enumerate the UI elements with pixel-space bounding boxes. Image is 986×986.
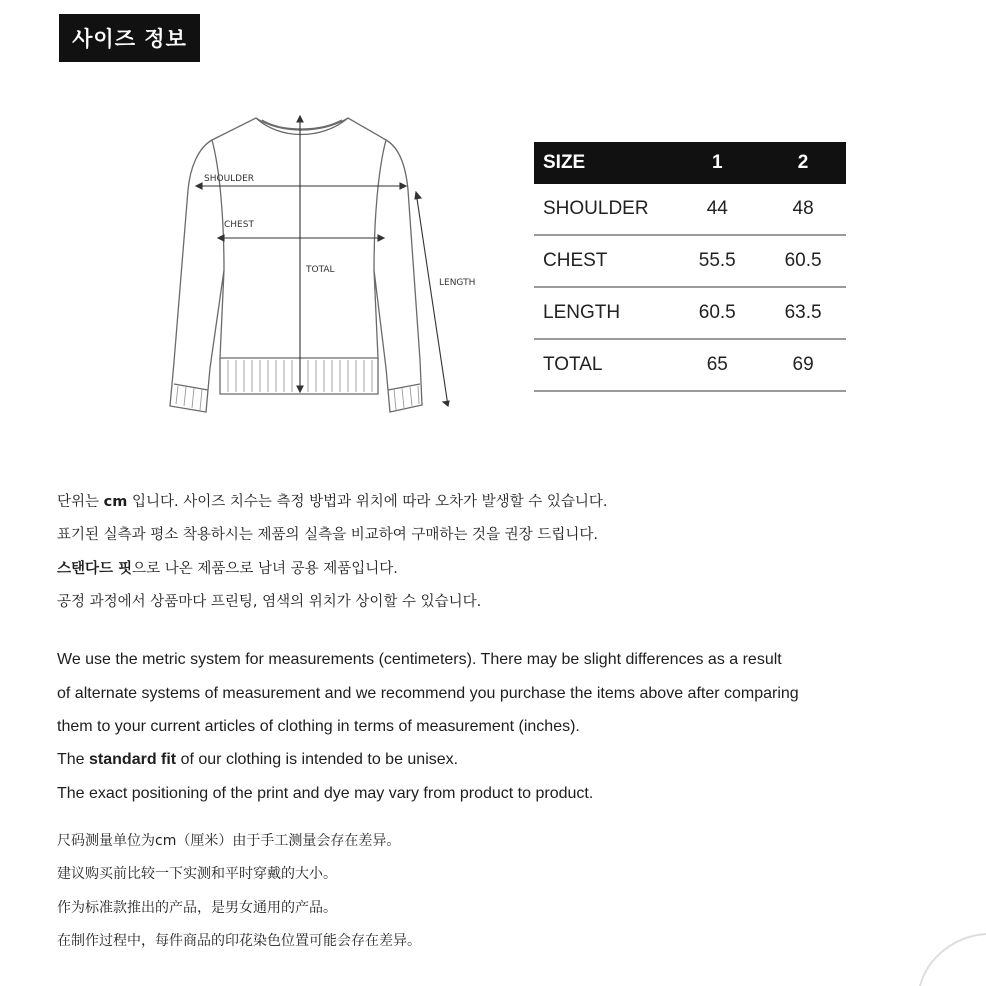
row-label: CHEST <box>534 235 674 287</box>
table-row <box>534 339 846 391</box>
page-title: 사이즈 정보 <box>59 14 200 62</box>
note-line: of alternate systems of measurement and we recommend you purchase the items above after comparing <box>57 684 799 702</box>
note-line: 단위는 cm 입니다. 사이즈 치수는 측정 방법과 위치에 따라 오차가 발생할 수 있습니다. <box>57 494 608 510</box>
size-table <box>534 142 846 392</box>
size-header-2: 2 <box>760 142 846 184</box>
note-line: them to your current articles of clothing in terms of measurement (inches). <box>57 717 580 735</box>
note-line: 尺码测量单位为cm（厘米）由于手工测量会存在差异。 <box>57 833 401 850</box>
row-value: 48 <box>760 184 846 235</box>
english-notes <box>57 643 957 810</box>
note-line: 공정 과정에서 상품마다 프린팅, 염색의 위치가 상이할 수 있습니다. <box>57 593 482 610</box>
size-notes <box>57 486 957 958</box>
note-line: We use the metric system for measurements (centimeters). There may be slight differences as a result <box>57 651 782 669</box>
row-value: 44 <box>674 184 760 235</box>
shoulder-label: SHOULDER <box>204 174 255 184</box>
note-line: 建议购买前比较一下实测和平时穿戴的大小。 <box>57 866 337 883</box>
row-value: 60.5 <box>760 235 846 287</box>
korean-notes <box>57 486 957 619</box>
size-header-1: 1 <box>674 142 760 184</box>
chinese-notes <box>57 825 957 958</box>
chest-label: CHEST <box>224 220 254 230</box>
note-line: 스탠다드 핏으로 나온 제품으로 남녀 공용 제품입니다. <box>57 560 398 577</box>
row-label: TOTAL <box>534 339 674 391</box>
note-line: 作为标准款推出的产品，是男女通用的产品。 <box>57 899 337 916</box>
length-label: LENGTH <box>439 278 476 288</box>
row-value: 63.5 <box>760 287 846 339</box>
row-label: SHOULDER <box>534 184 674 235</box>
size-table-header <box>534 142 846 184</box>
sweater-diagram <box>150 100 500 430</box>
total-label: TOTAL <box>306 265 335 275</box>
size-header-label: SIZE <box>534 142 674 184</box>
sweater-illustration <box>150 100 500 430</box>
note-line: The exact positioning of the print and dye may vary from product to product. <box>57 784 594 802</box>
corner-decoration <box>916 926 986 986</box>
row-label: LENGTH <box>534 287 674 339</box>
table-row <box>534 287 846 339</box>
row-value: 60.5 <box>674 287 760 339</box>
row-value: 65 <box>674 339 760 391</box>
table-row <box>534 235 846 287</box>
row-value: 69 <box>760 339 846 391</box>
note-line: 在制作过程中，每件商品的印花染色位置可能会存在差异。 <box>57 933 421 950</box>
note-line: 표기된 실측과 평소 착용하시는 제품의 실측을 비교하여 구매하는 것을 권장 드립니다. <box>57 527 598 544</box>
row-value: 55.5 <box>674 235 760 287</box>
note-line: The standard fit of our clothing is intended to be unisex. <box>57 751 459 769</box>
table-row <box>534 184 846 235</box>
